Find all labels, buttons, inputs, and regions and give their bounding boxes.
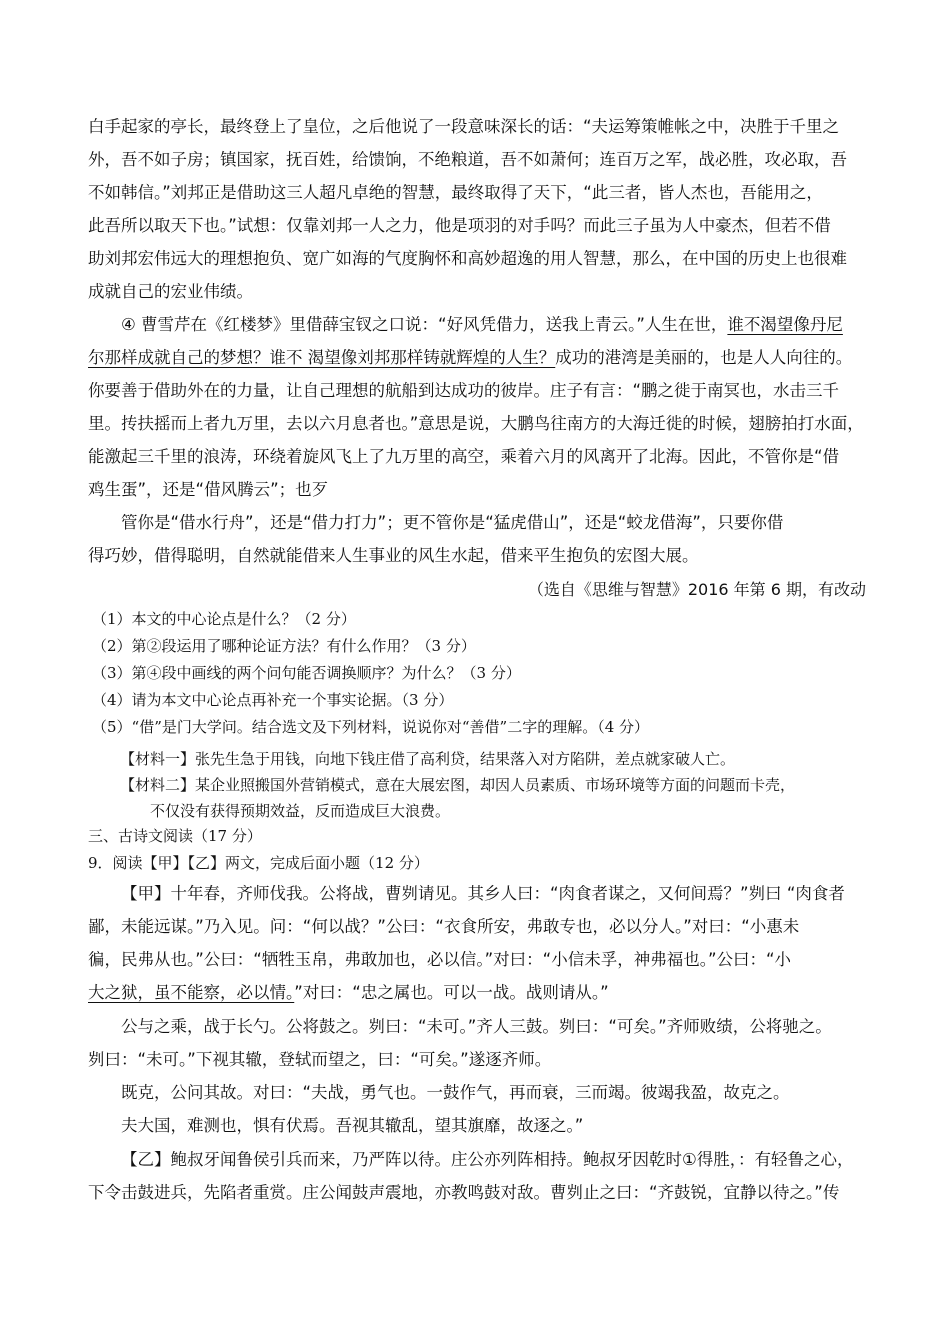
text-line: 公与之乘，战于长勺。公将鼓之。刿曰：“未可。”齐人三鼓。刿曰：“可矣。”齐师败绩，公将驰之。 [121,1017,832,1036]
underlined-question: 尔那样成就自己的梦想？谁不 渴望像刘邦那样铸就辉煌的人生？ [88,348,556,367]
passage-paragraph-intro [88,110,868,308]
text-line: 外，吾不如子房；镇国家，抚百姓，给馈饷，不绝粮道，吾不如萧何；连百万之军，战必胜，攻必取，吾 [88,150,847,169]
text-line: 鄙，未能远谋。”乃入见。问：“何以战？”公曰：“衣食所安，弗敢专也，必以分人。”对曰：“小惠未 [88,917,800,936]
question-item: （4）请为本文中心论点再补充一个事实论据。（3 分） [92,691,454,709]
text-line [88,341,868,374]
text-line: 夫大国，难测也，惧有伏焉。吾视其辙乱，望其旗靡，故逐之。” [121,1116,584,1135]
material-two: 【材料二】某企业照搬国外营销模式，意在大展宏图，却因人员素质、市场环境等方面的问题而卡壳， [120,776,796,794]
text-line: 你要善于借助外在的力量，让自己理想的航船到达成功的彼岸。庄子有言：“鹏之徙于南冥也，水击三千 [88,381,840,400]
material-two-continued: 不仅没有获得预期效益，反而造成巨大浪费。 [150,802,451,820]
jia-paragraph-3 [88,1076,868,1109]
text-line: 得巧妙，借得聪明，自然就能借来人生事业的风生水起，借来平生抱负的宏图大展。 [88,546,699,565]
text-segment: ”对曰：“忠之属也。可以一战。战则请从。” [294,983,609,1002]
question-item: （1）本文的中心论点是什么？（2 分） [92,610,356,628]
underlined-question: 谁不渴望像丹尼 [727,315,843,334]
text-line: 此吾所以取天下也。”试想：仅靠刘邦一人之力，他是项羽的对手吗？而此三子虽为人中豪杰，但若不借 [88,216,831,235]
question-item: （5）“借”是门大学问。结合选文及下列材料，说说你对“善借”二字的理解。（4 分） [92,718,650,736]
text-line: 【乙】鲍叔牙闻鲁侯引兵而来，乃严阵以待。庄公亦列阵相持。鲍叔牙因乾时①得胜，：有轻鲁之心， [121,1150,854,1169]
text-line: 刿曰：“未可。”下视其辙，登轼而望之，曰：“可矣。”遂逐齐师。 [88,1050,552,1069]
jia-paragraph-2 [88,1010,868,1076]
text-line: 不如韩信。”刘邦正是借助这三人超凡卓绝的智慧，最终取得了天下，“此三者，皆人杰也，吾能用之， [88,183,823,202]
question-list [92,606,872,741]
text-line: 既克，公问其故。对曰：“夫战，勇气也。一鼓作气，再而衰，三而竭。彼竭我盈，故克之。 [121,1083,790,1102]
underlined-sentence: 大之狱，虽不能察，必以情。 [88,983,295,1002]
text-line: 白手起家的亭长，最终登上了皇位，之后他说了一段意味深长的话：“夫运筹策帷帐之中，决胜于千里之 [88,117,840,136]
passage-paragraph-5 [88,506,868,572]
text-line: 助刘邦宏伟远大的理想抱负、宽广如海的气度胸怀和高妙超逸的用人智慧，那么，在中国的历史上也很难 [88,249,847,268]
question-9-heading: 9．阅读【甲】【乙】两文，完成后面小题（12 分） [88,854,429,872]
jia-paragraph-4 [88,1109,868,1142]
section-title: 三、古诗文阅读（17 分） [88,827,262,845]
material-one: 【材料一】张先生急于用钱，向地下钱庄借了高利贷，结果落入对方陷阱，差点就家破人亡。 [120,750,736,768]
text-line: 鸡生蛋”，还是“借风腾云”；也歹 [88,480,329,499]
text-line: 【甲】十年春，齐师伐我。公将战，曹刿请见。其乡人曰：“肉食者谋之，又何间焉？”刿曰 “肉食者 [121,884,845,903]
yi-paragraph [88,1143,868,1209]
text-line [88,308,868,341]
text-line: 能激起三千里的浪涛，环绕着旋风飞上了九万里的高空，乘着六月的风离开了北海。因此，不管你是“借 [88,447,840,466]
text-segment: ④ 曹雪芹在《红楼梦》里借薛宝钗之口说：“好风凭借力，送我上青云。”人生在世， [121,315,728,334]
materials-block [120,746,870,824]
text-line [88,976,868,1009]
jia-paragraph-1 [88,877,868,1009]
question-item: （2）第②段运用了哪种论证方法？有什么作用？（3 分） [92,637,476,655]
text-line: 成就自己的宏业伟绩。 [88,282,253,301]
text-segment: 成功的港湾是美丽的，也是人人向往的。 [555,348,853,367]
text-line: 徧，民弗从也。”公曰：“牺牲玉帛，弗敢加也，必以信。”对曰：“小信未孚，神弗福也。”公曰：“小 [88,950,792,969]
text-line: 里。抟扶摇而上者九万里，去以六月息者也。”意思是说，大鹏鸟往南方的大海迁徙的时候，翅膀拍打水面， [88,414,864,433]
text-line: 下令击鼓进兵，先陷者重赏。庄公闻鼓声震地，亦教鸣鼓对敌。曹刿止之曰：“齐鼓锐，宜静以待之。”传 [88,1183,840,1202]
source-note: （选自《思维与智慧》2016 年第 6 期，有改动 [527,580,866,599]
text-line: 管你是“借水行舟”，还是“借力打力”；更不管你是“猛虎借山”，还是“蛟龙借海”，只要你借 [121,513,784,532]
question-item: （3）第④段中画线的两个问句能否调换顺序？为什么？（3 分） [92,664,521,682]
passage-paragraph-4 [88,308,868,506]
